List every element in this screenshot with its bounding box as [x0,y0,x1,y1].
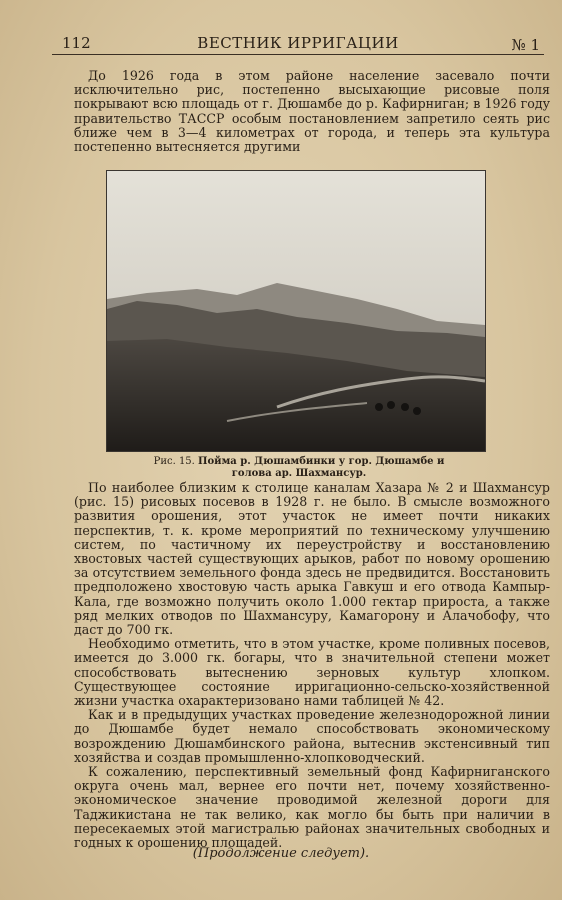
landscape-photo [106,170,486,452]
paragraph-canals: По наиболее близким к столице каналам Хазара № 2 и Шахмансур (рис. 15) рисовых посевов в 1928 г. не было. В смысле возможного развития орошения, этот участок не имеет почти никаких перспектив, т. к. кроме мероприятий по техническому улучшению систем, по частичному их переустройству и восстановлению хвостовых частей существующих арыков, работ по новому орошению за отсутствием земельного фонда здесь не предвидится. Восстановить предположено хвостовую часть арыка Гавкуш и его отвода Кампыр-Кала, где возможно получить около 1.000 гектар прироста, а также ряд мелких отводов по Шахмансуру, Камагорону и Алачобофу, что даст до 700 гк. [74,480,550,638]
paragraph-intro: До 1926 года в этом районе население засевало почти исключительно рис, постепенно высыхающие рисовые поля покрывают всю площадь от г. Дюшамбе до р. Кафирниган; в 1926 году правительство ТАССР особым постановлением запретило сеять рис ближе чем в 3—4 километрах от города, и теперь эта культура постепенно вытесняется другими [74,68,550,155]
body-text [74,481,550,850]
paragraph-railway: Как и в предыдущих участках проведение железнодорожной линии до Дюшамбе будет немало способствовать экономическому возрождению Дюшамбинского района, вытеснив экстенсивный тип хозяйства и создав промышленно-хлопководческий. [74,707,550,765]
photo-illustration [107,171,485,451]
page-header [52,32,544,55]
paragraph-land-fund: К сожалению, перспективный земельный фонд Кафирниганского округа очень мал, вернее его почти нет, почему хозяйственно-экономическое значение проводимой железной дороги для Таджикистана не так велико, как могло бы быть при наличии в пересекаемых этой магистралью районах значительных свободных и годных к орошению площадей. [74,764,550,851]
journal-title: ВЕСТНИК ИРРИГАЦИИ [197,34,399,52]
paragraph-bogara: Необходимо отметить, что в этом участке, кроме поливных посевов, имеется до 3.000 гк. богары, что в значительной степени может способствовать вытеснению зерновых культур хлопком. Существующее состояние ирригационно-сельско-хозяйственной жизни участка охарактеризовано нами таблицей № 42. [74,636,550,709]
issue-number: № 1 [511,36,540,54]
figure-number: Рис. 15. [153,456,195,467]
figure-caption-text: Пойма р. Дюшамбинки у гор. Дюшамбе и голова ар. Шахмансур. [198,456,445,479]
continuation-note: (Продолжение следует). [192,846,370,861]
figure-caption [134,456,464,480]
page-number: 112 [62,34,91,52]
